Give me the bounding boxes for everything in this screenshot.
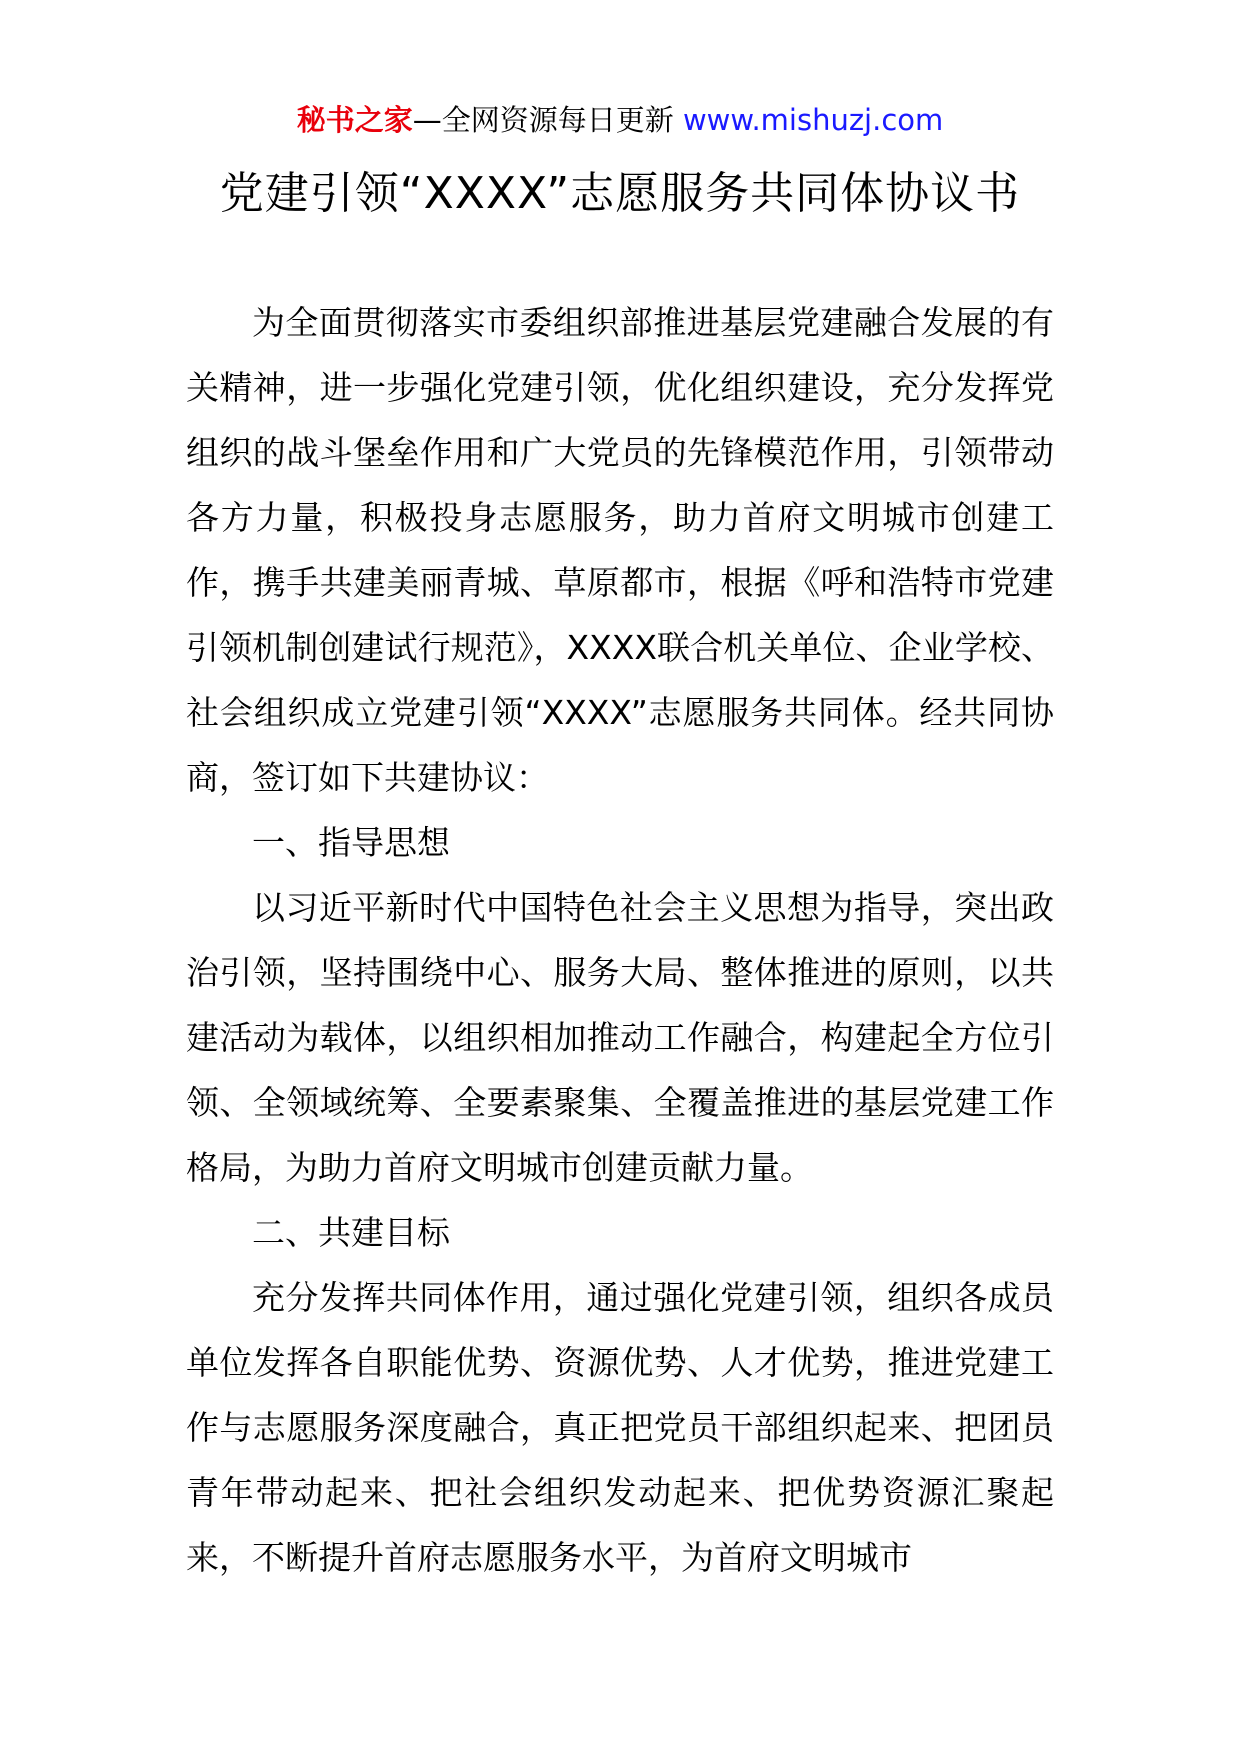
document-body (186, 290, 1054, 1590)
goals-paragraph: 充分发挥共同体作用，通过强化党建引领，组织各成员单位发挥各自职能优势、资源优势、人才优势，推进党建工作与志愿服务深度融合，真正把党员干部组织起来、把团员青年带动起来、把社会组织发动起来、把优势资源汇聚起来，不断提升首府志愿服务水平，为首府文明城市 (186, 1278, 1054, 1577)
site-url-link[interactable]: www.mishuzj.com (682, 103, 944, 137)
section-heading-guiding-ideology: 一、指导思想 (252, 823, 450, 862)
header-tagline: —全网资源每日更新 (412, 103, 683, 137)
section-heading-goals: 二、共建目标 (252, 1213, 450, 1252)
brand-name: 秘书之家 (296, 103, 413, 137)
guiding-ideology-paragraph: 以习近平新时代中国特色社会主义思想为指导，突出政治引领，坚持围绕中心、服务大局、整体推进的原则，以共建活动为载体，以组织相加推动工作融合，构建起全方位引领、全领域统筹、全要素聚集、全覆盖推进的基层党建工作格局，为助力首府文明城市创建贡献力量。 (186, 888, 1054, 1187)
document-title: 党建引领“XXXX”志愿服务共同体协议书 (219, 168, 1021, 219)
intro-paragraph: 为全面贯彻落实市委组织部推进基层党建融合发展的有关精神，进一步强化党建引领，优化组织建设，充分发挥党组织的战斗堡垒作用和广大党员的先锋模范作用，引领带动各方力量，积极投身志愿服务，助力首府文明城市创建工作，携手共建美丽青城、草原都市，根据《呼和浩特市党建引领机制创建试行规范》，XXXX联合机关单位、企业学校、社会组织成立党建引领“XXXX”志愿服务共同体。经共同协商，签订如下共建协议： (186, 303, 1054, 797)
site-header (0, 100, 1240, 140)
